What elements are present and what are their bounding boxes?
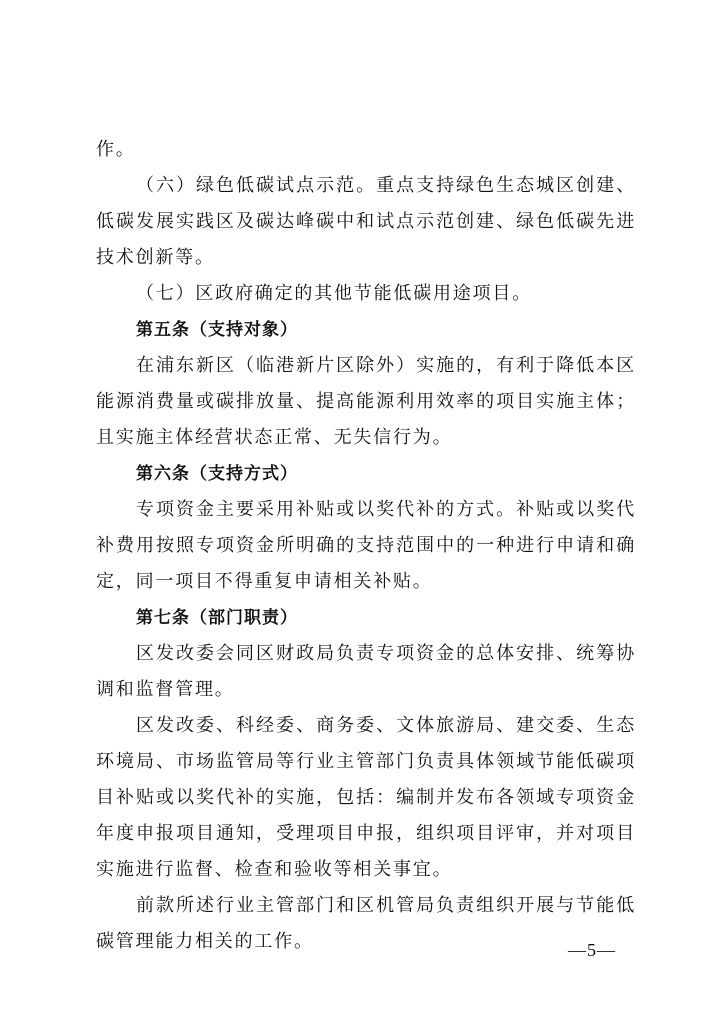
article-5-heading: 第五条（支持对象） <box>136 320 298 340</box>
article-6-heading: 第六条（支持方式） <box>136 464 298 484</box>
page-number: —5— <box>568 940 616 960</box>
paragraph-item-7: （七）区政府确定的其他节能低碳用途项目。 <box>136 283 532 304</box>
paragraph-continuation: 作。 <box>96 139 136 160</box>
paragraph-item-6: （六）绿色低碳试点示范。重点支持绿色生态城区创建、低碳发展实践区及碳达峰碳中和试点示范创建、绿色低碳先进技术创新等。 <box>96 175 636 268</box>
article-7-body-1: 区发改委会同区财政局负责专项资金的总体安排、统筹协调和监督管理。 <box>96 643 636 700</box>
article-6-body: 专项资金主要采用补贴或以奖代补的方式。补贴或以奖代补费用按照专项资金所明确的支持范围中的一种进行申请和确定，同一项目不得重复申请相关补贴。 <box>96 499 636 592</box>
article-7-heading: 第七条（部门职责） <box>136 608 298 628</box>
article-7-body-2: 区发改委、科经委、商务委、文体旅游局、建交委、生态环境局、市场监管局等行业主管部门负责具体领域节能低碳项目补贴或以奖代补的实施，包括：编制并发布各领域专项资金年度申报项目通知，受理项目申报，组织项目评审，并对项目实施进行监督、检查和验收等相关事宜。 <box>96 715 636 880</box>
document-body <box>96 132 636 960</box>
article-5-body: 在浦东新区（临港新片区除外）实施的，有利于降低本区能源消费量或碳排放量、提高能源利用效率的项目实施主体；且实施主体经营状态正常、无失信行为。 <box>96 355 636 448</box>
article-7-body-3: 前款所述行业主管部门和区机管局负责组织开展与节能低碳管理能力相关的工作。 <box>96 895 636 952</box>
